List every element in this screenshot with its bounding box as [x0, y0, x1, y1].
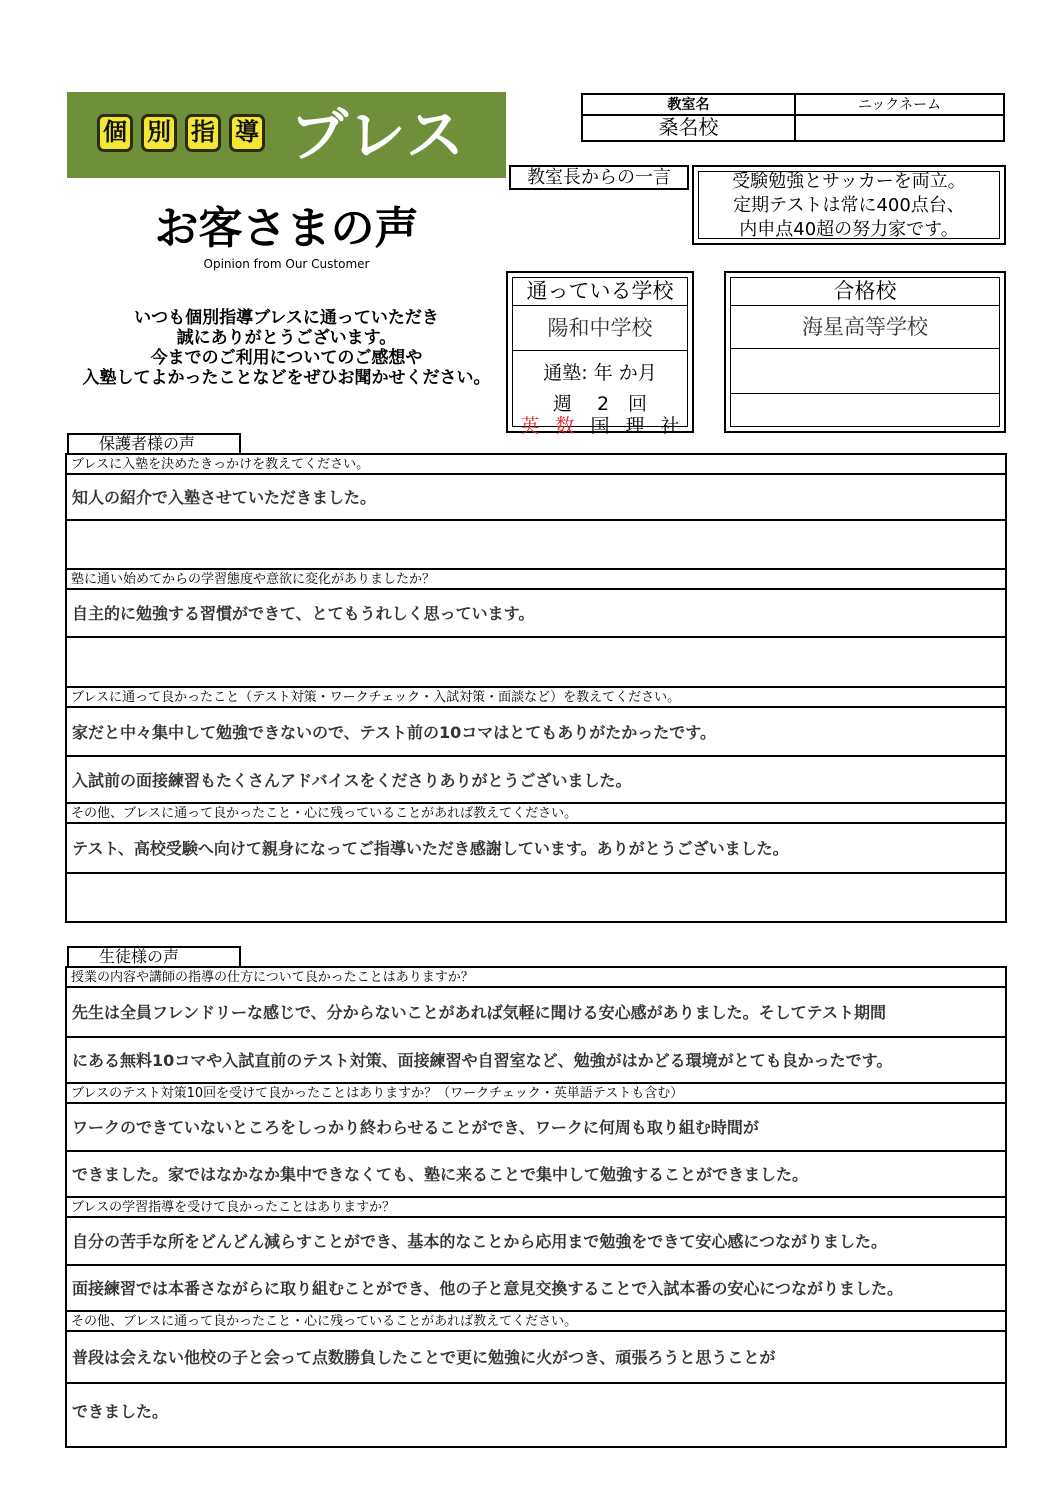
manager-message-label: 教室長からの一言 [509, 165, 689, 190]
subject-tag: 理 [625, 415, 645, 437]
answer-line: 自分の苦手な所をどんどん減らすことができ、基本的なことから応用まで勉強をできて安心感につながりました。 [67, 1218, 1005, 1266]
answer-line: ワークのできていないところをしっかり終わらせることができ、ワークに何周も取り組む時間が [67, 1104, 1005, 1152]
question-label: ブレスの学習指導を受けて良かったことはありますか？ [67, 1198, 1005, 1218]
subject-tag: 英 [520, 415, 540, 437]
answer-line [67, 638, 1005, 688]
answer-line: 面接練習では本番さながらに取り組むことができ、他の子と意見交換することで入試本番の安心につながりました。 [67, 1266, 1005, 1312]
question-label: ブレスのテスト対策10回を受けて良かったことはありますか？（ワークチェック・英単語テストも含む） [67, 1084, 1005, 1104]
question-label: 塾に通い始めてからの学習態度や意欲に変化がありましたか？ [67, 570, 1005, 590]
answer-line [67, 874, 1005, 921]
passed-school-box [724, 271, 1006, 433]
brand-logo [67, 92, 506, 178]
answer-line: 先生は全員フレンドリーな感じで、分からないことがあれば気軽に聞ける安心感がありました。そしてテスト期間 [67, 988, 1005, 1038]
answer-line: にある無料10コマや入試直前のテスト対策、面接練習や自習室など、勉強がはかどる環境がとても良かったです。 [67, 1038, 1005, 1084]
parent-feedback-form [65, 453, 1007, 923]
subject-tag: 社 [660, 415, 680, 437]
message-line: 内申点40超の努力家です。 [739, 219, 959, 240]
page-subtitle: Opinion from Our Customer [203, 257, 370, 271]
question-label: ブレスに入塾を決めたきっかけを教えてください。 [67, 455, 1005, 475]
subject-tag: 国 [590, 415, 610, 437]
logo-kanji-box: 別 [141, 114, 177, 152]
subject-tag: 数 [555, 415, 575, 437]
question-label: その他、ブレスに通って良かったこと・心に残っていることがあれば教えてください。 [67, 804, 1005, 824]
answer-line: できました。家ではなかなか集中できなくても、塾に来ることで集中して勉強することができました。 [67, 1152, 1005, 1198]
current-school-name: 陽和中学校 [513, 306, 687, 351]
student-feedback-form [65, 966, 1007, 1448]
greeting-line: 入塾してよかったことなどをぜひお聞かせください。 [82, 368, 491, 388]
student-section-tab: 生徒様の声 [67, 946, 241, 966]
current-school-box [506, 271, 694, 437]
answer-line: 普段は会えない他校の子と会って点数勝負したことで更に勉強に火がつき、頑張ろうと思うことが [67, 1332, 1005, 1384]
nickname-label: ニックネーム [796, 95, 1003, 116]
logo-kanji-box: 指 [185, 114, 221, 152]
answer-line: 自主的に勉強する習慣ができて、とてもうれしく思っています。 [67, 590, 1005, 638]
current-school-header: 通っている学校 [513, 278, 687, 306]
answer-line: 入試前の面接練習もたくさんアドバイスをくださりありがとうございました。 [67, 757, 1005, 804]
greeting-line: 今までのご利用についてのご感想や [150, 348, 423, 368]
manager-message [692, 165, 1006, 245]
logo-kanji-box: 個 [97, 114, 133, 152]
answer-line: 家だと中々集中して勉強できないので、テスト前の10コマはとてもありがたかったです。 [67, 708, 1005, 757]
question-label: 授業の内容や講師の指導の仕方について良かったことはありますか？ [67, 968, 1005, 988]
answer-line: テスト、高校受験へ向けて親身になってご指導いただき感謝しています。ありがとうございました。 [67, 824, 1005, 874]
subjects-row [513, 411, 687, 438]
enrollment-period: 通塾: 年 か月 [543, 362, 657, 384]
answer-line [67, 521, 1005, 570]
message-line: 定期テストは常に400点台、 [733, 195, 965, 216]
question-label: その他、ブレスに通って良かったこと・心に残っていることがあれば教えてください。 [67, 1312, 1005, 1332]
greeting-text [67, 308, 506, 388]
page-title: お客さまの声 [154, 203, 419, 254]
passed-school-header: 合格校 [731, 278, 999, 306]
classroom-name-value: 桑名校 [583, 116, 796, 140]
greeting-line: 誠にありがとうございます。 [176, 328, 397, 348]
passed-school-row [731, 349, 999, 394]
question-label: ブレスに通って良かったこと（テスト対策・ワークチェック・入試対策・面談など）を教えてください。 [67, 688, 1005, 708]
classroom-name-label: 教室名 [583, 95, 796, 116]
classroom-table [581, 93, 1005, 142]
passed-school-row: 海星高等学校 [731, 306, 999, 349]
answer-line: 知人の紹介で入塾させていただきました。 [67, 475, 1005, 521]
nickname-value [796, 116, 1003, 140]
weekly-frequency: 週 2 回 [552, 393, 648, 415]
logo-brand-name: ブレス [290, 101, 466, 169]
greeting-line: いつも個別指導ブレスに通っていただき [134, 308, 439, 328]
passed-school-row [731, 394, 999, 430]
parent-section-tab: 保護者様の声 [67, 433, 241, 453]
answer-line: できました。 [72, 1402, 169, 1421]
message-frame [698, 171, 1000, 239]
message-line: 受験勉強とサッカーを両立。 [732, 171, 966, 192]
logo-kanji-box: 導 [229, 114, 265, 152]
